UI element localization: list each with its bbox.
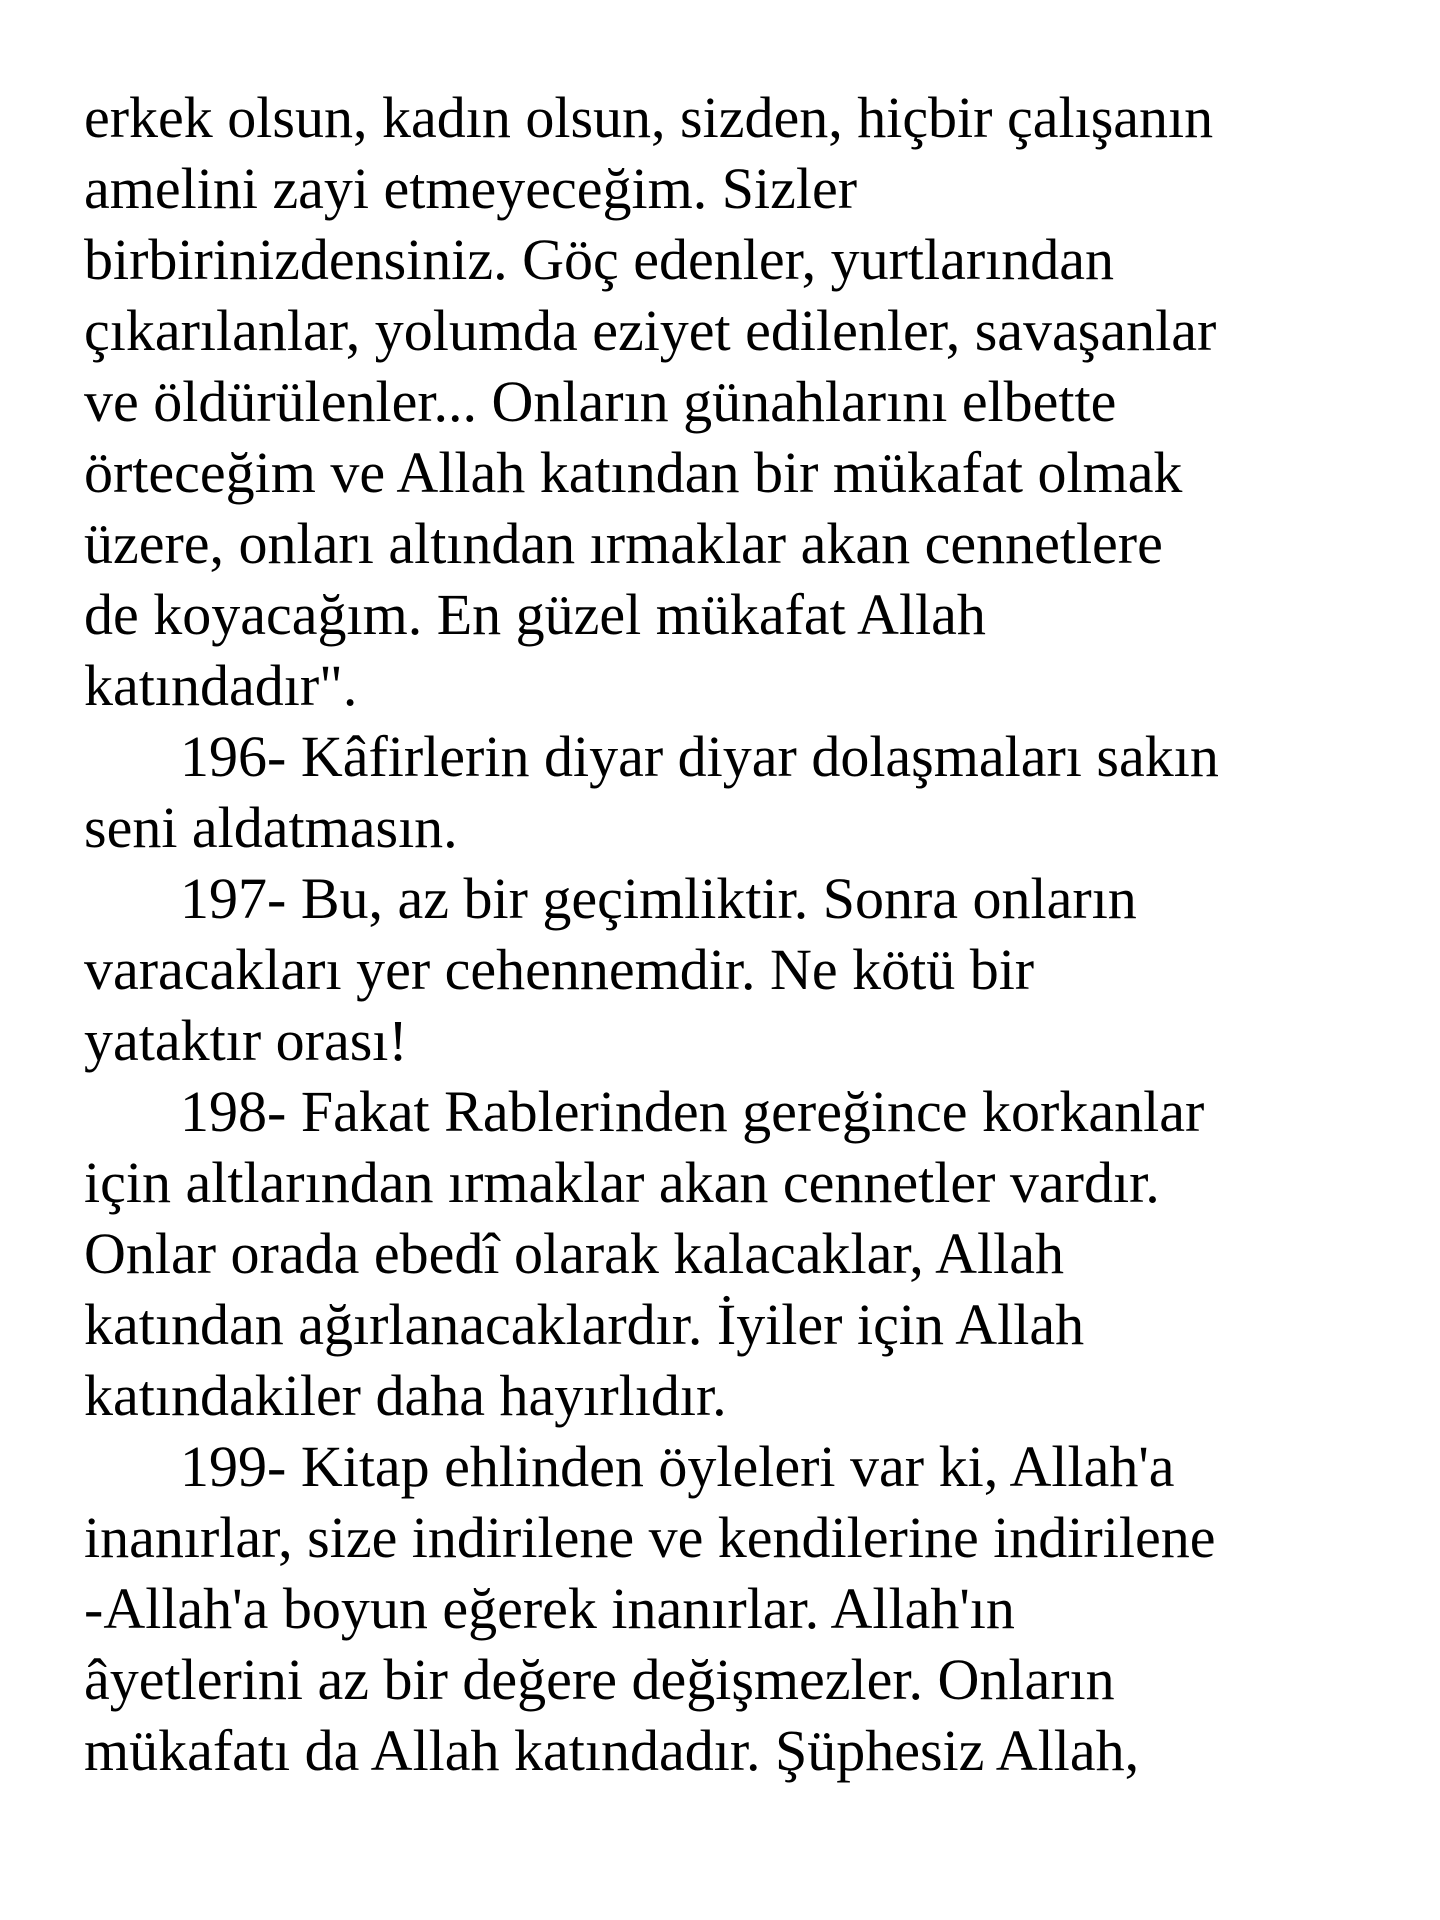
text-line: varacakları yer cehennemdir. Ne kötü bir [84, 937, 1035, 1002]
text-line: amelini zayi etmeyeceğim. Sizler [84, 156, 858, 221]
verse-199-start: 199- Kitap ehlinden öyleleri var ki, Allah'a [180, 1434, 1175, 1499]
text-line: de koyacağım. En güzel mükafat Allah [84, 582, 986, 647]
text-line: katından ağırlanacaklardır. İyiler için Allah [84, 1292, 1085, 1357]
text-line: birbirinizdensiniz. Göç edenler, yurtlarından [84, 227, 1115, 292]
text-line: Onlar orada ebedî olarak kalacaklar, Allah [84, 1221, 1064, 1286]
text-line: seni aldatmasın. [84, 795, 458, 860]
text-line: ve öldürülenler... Onların günahlarını elbette [84, 369, 1117, 434]
text-line: inanırlar, size indirilene ve kendilerine indirilene [84, 1505, 1216, 1570]
text-line: -Allah'a boyun eğerek inanırlar. Allah'ın [84, 1576, 1015, 1641]
verse-196-start: 196- Kâfirlerin diyar diyar dolaşmaları sakın [180, 724, 1219, 789]
text-line: âyetlerini az bir değere değişmezler. Onların [84, 1647, 1115, 1712]
text-line: çıkarılanlar, yolumda eziyet edilenler, savaşanlar [84, 298, 1217, 363]
text-line: katındadır". [84, 653, 358, 718]
text-line: üzere, onları altından ırmaklar akan cennetlere [84, 511, 1163, 576]
text-line: yataktır orası! [84, 1008, 408, 1073]
text-line: örteceğim ve Allah katından bir mükafat olmak [84, 440, 1183, 505]
verse-198-start: 198- Fakat Rablerinden gereğince korkanlar [180, 1079, 1205, 1144]
text-line: mükafatı da Allah katındadır. Şüphesiz Allah, [84, 1718, 1140, 1783]
text-line: katındakiler daha hayırlıdır. [84, 1363, 727, 1428]
text-line: erkek olsun, kadın olsun, sizden, hiçbir çalışanın [84, 85, 1214, 150]
text-line: için altlarından ırmaklar akan cennetler vardır. [84, 1150, 1160, 1215]
body-text [84, 82, 1400, 1786]
verse-197-start: 197- Bu, az bir geçimliktir. Sonra onların [180, 866, 1137, 931]
